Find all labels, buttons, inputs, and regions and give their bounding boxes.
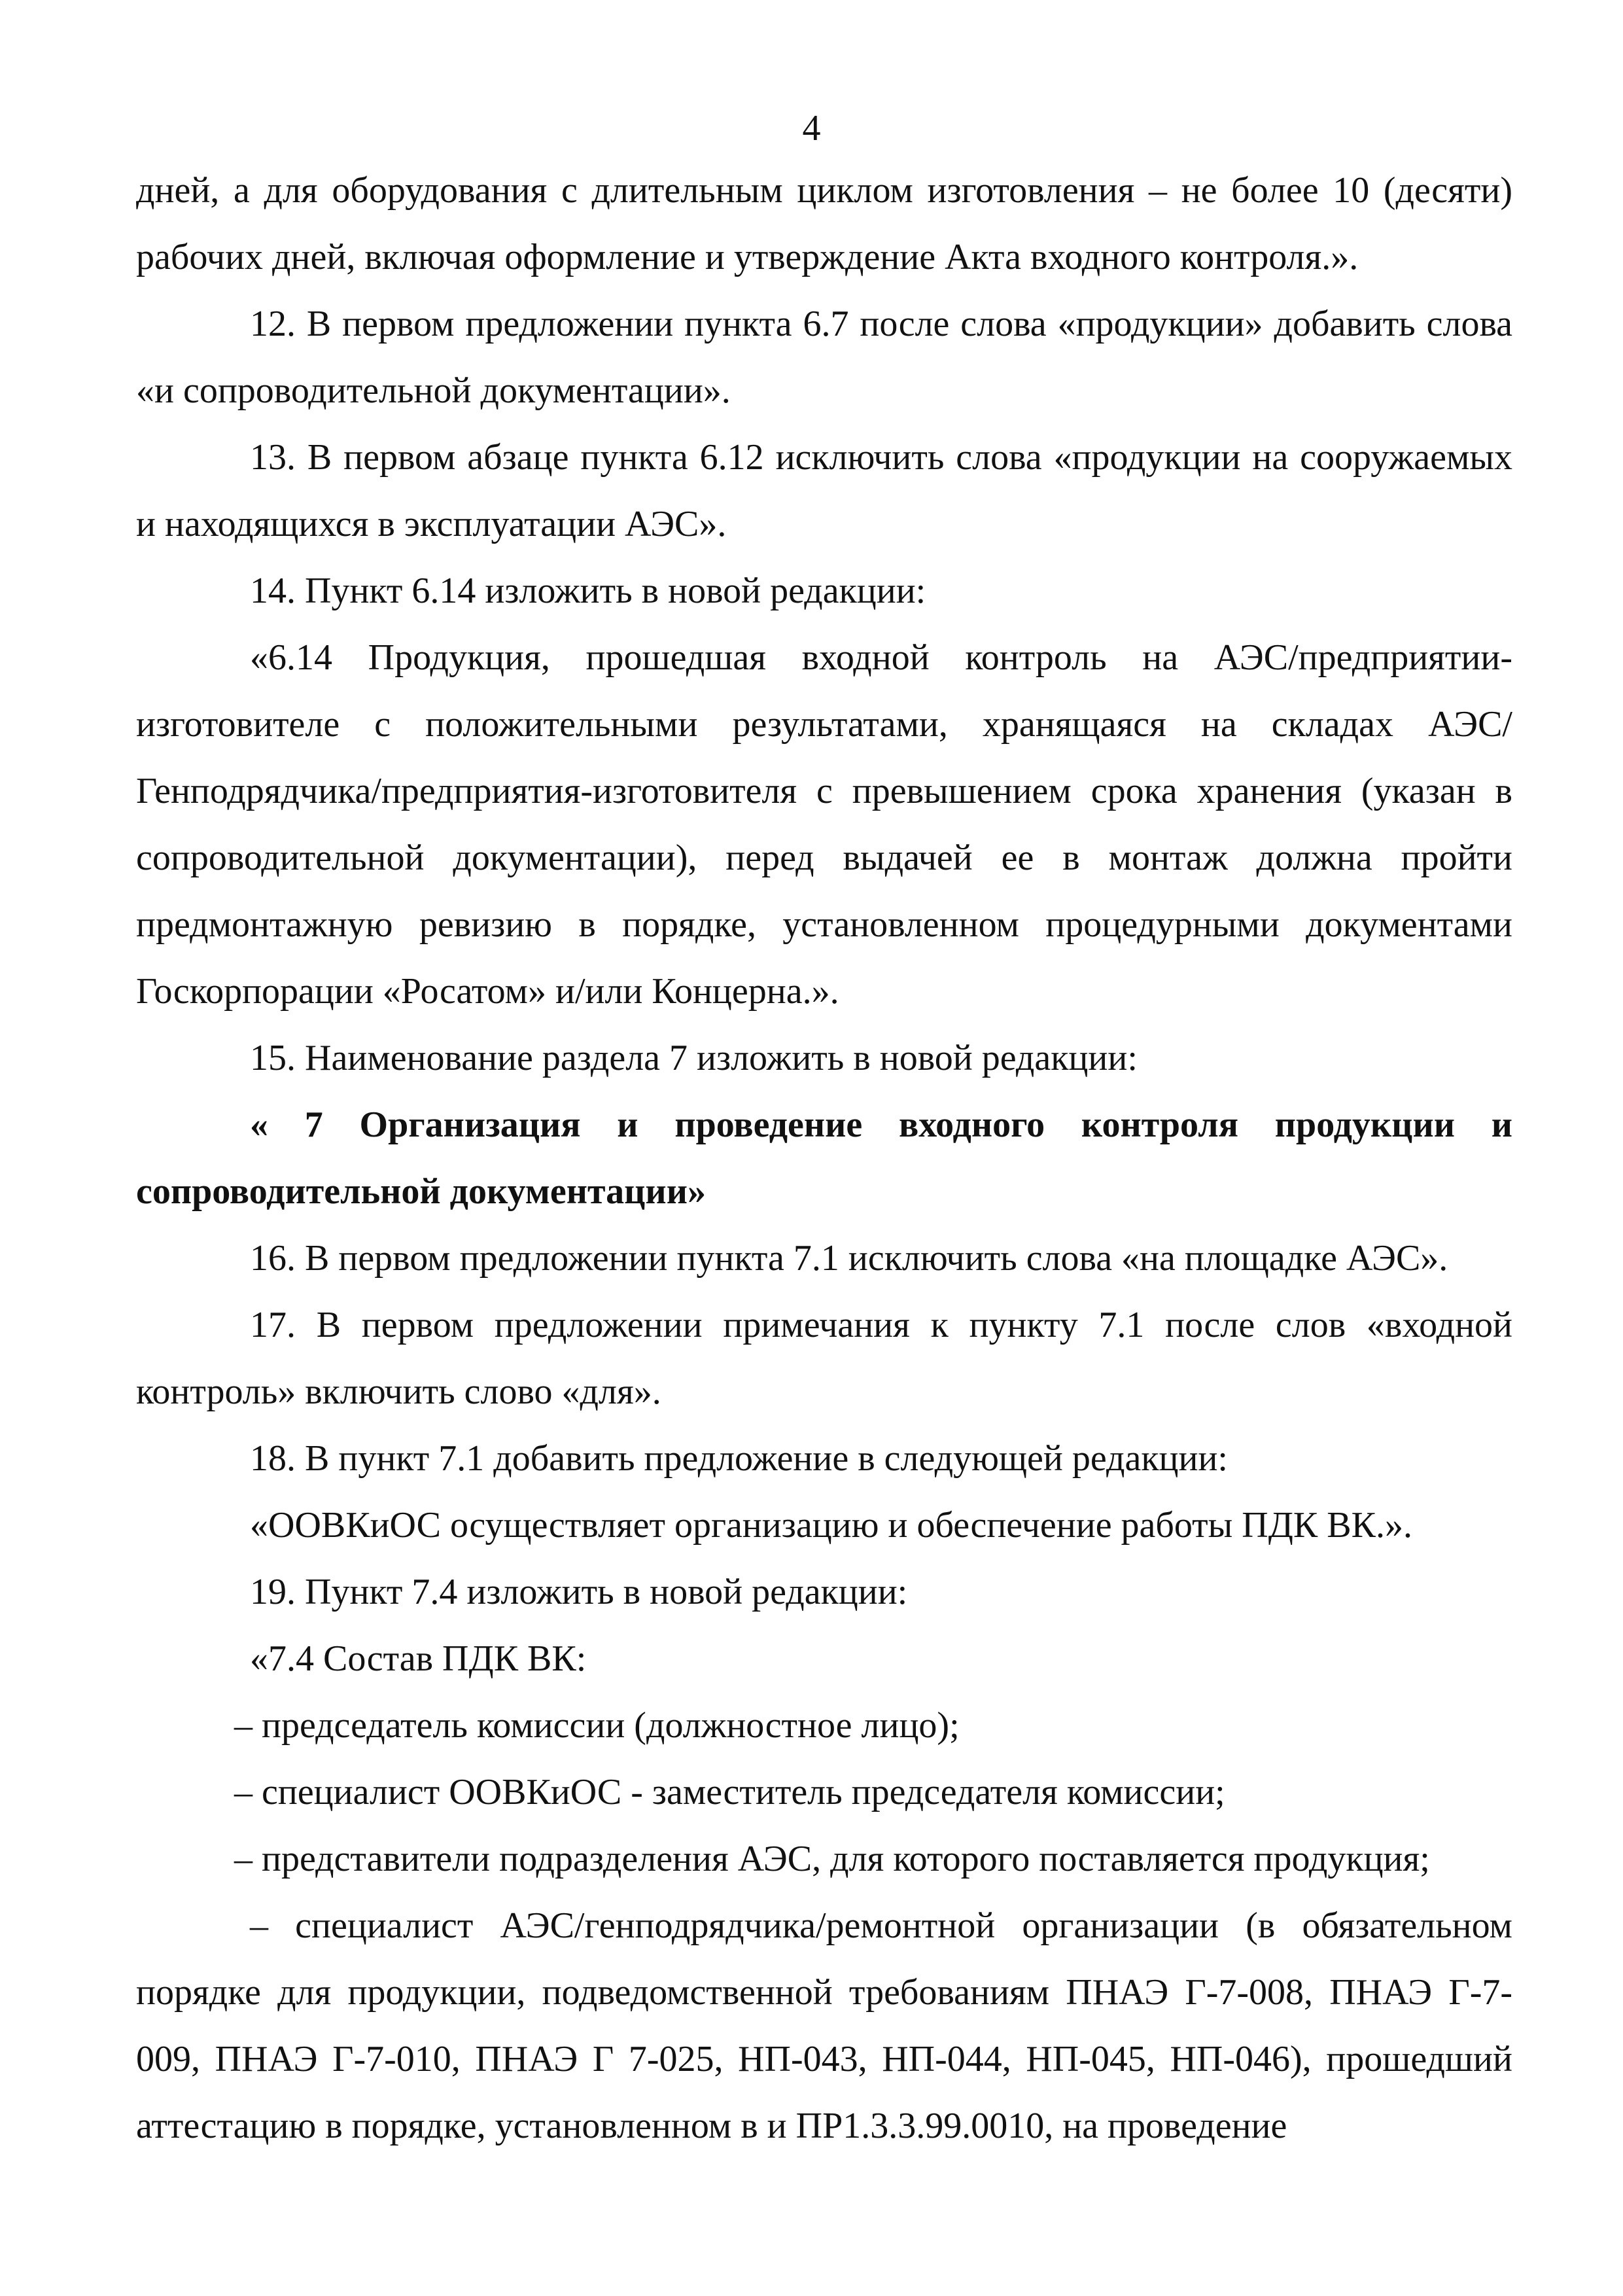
paragraph-quote-6-14: «6.14 Продукция, прошедшая входной контроль на АЭС/предприятии-изготовителе с положительными результатами, хранящаяся на складах АЭС/Генподрядчика/предприятия-изготовителя с превышением срока хранения (указан в сопроводительной документации), перед выдачей ее в монтаж должна пройти предмонтажную ревизию в порядке, установленном процедурными документами Госкорпорации «Росатом» и/или Концерна.». xyxy=(136,637,1512,1012)
document-body xyxy=(136,157,1512,2159)
paragraph-item-14: 14. Пункт 6.14 изложить в новой редакции: xyxy=(250,571,926,611)
paragraph-quote-7-4: «7.4 Состав ПДК ВК: xyxy=(250,1638,587,1679)
paragraph-item-19: 19. Пункт 7.4 изложить в новой редакции: xyxy=(250,1572,908,1612)
page-number: 4 xyxy=(802,108,821,149)
paragraph-item-12: 12. В первом предложении пункта 6.7 после слова «продукции» добавить слова «и сопроводительной документации». xyxy=(136,304,1512,411)
list-item-deputy: – специалист ООВКиОС - заместитель председателя комиссии; xyxy=(234,1772,1225,1812)
list-item-representatives: – представители подразделения АЭС, для которого поставляется продукция; xyxy=(234,1839,1430,1879)
paragraph-item-13: 13. В первом абзаце пункта 6.12 исключить слова «продукции на сооружаемых и находящихся в эксплуатации АЭС». xyxy=(136,437,1512,544)
paragraph-item-16: 16. В первом предложении пункта 7.1 исключить слова «на площадке АЭС». xyxy=(250,1238,1448,1279)
list-item-chairman: – председатель комиссии (должностное лицо); xyxy=(234,1705,960,1746)
paragraph-quote-oovkios: «ООВКиОС осуществляет организацию и обеспечение работы ПДК ВК.». xyxy=(250,1505,1412,1545)
list-item-specialist: – специалист АЭС/генподрядчика/ремонтной организации (в обязательном порядке для продукции, подведомственной требованиям ПНАЭ Г-7-008, ПНАЭ Г-7-009, ПНАЭ Г-7-010, ПНАЭ Г 7-025, НП-043, НП-044, НП-045, НП-046), прошедший аттестацию в порядке, установленном в и ПР1.3.3.99.0010, на проведение xyxy=(136,1905,1512,2146)
paragraph-item-18: 18. В пункт 7.1 добавить предложение в следующей редакции: xyxy=(250,1438,1228,1479)
paragraph-item-15: 15. Наименование раздела 7 изложить в новой редакции: xyxy=(250,1038,1138,1078)
paragraph-continuation: дней, а для оборудования с длительным циклом изготовления – не более 10 (десяти) рабочих дней, включая оформление и утверждение Акта входного контроля.». xyxy=(136,170,1512,277)
paragraph-item-17: 17. В первом предложении примечания к пункту 7.1 после слов «входной контроль» включить слово «для». xyxy=(136,1305,1512,1412)
section-heading-7: « 7 Организация и проведение входного контроля продукции и сопроводительной документации» xyxy=(136,1104,1512,1212)
